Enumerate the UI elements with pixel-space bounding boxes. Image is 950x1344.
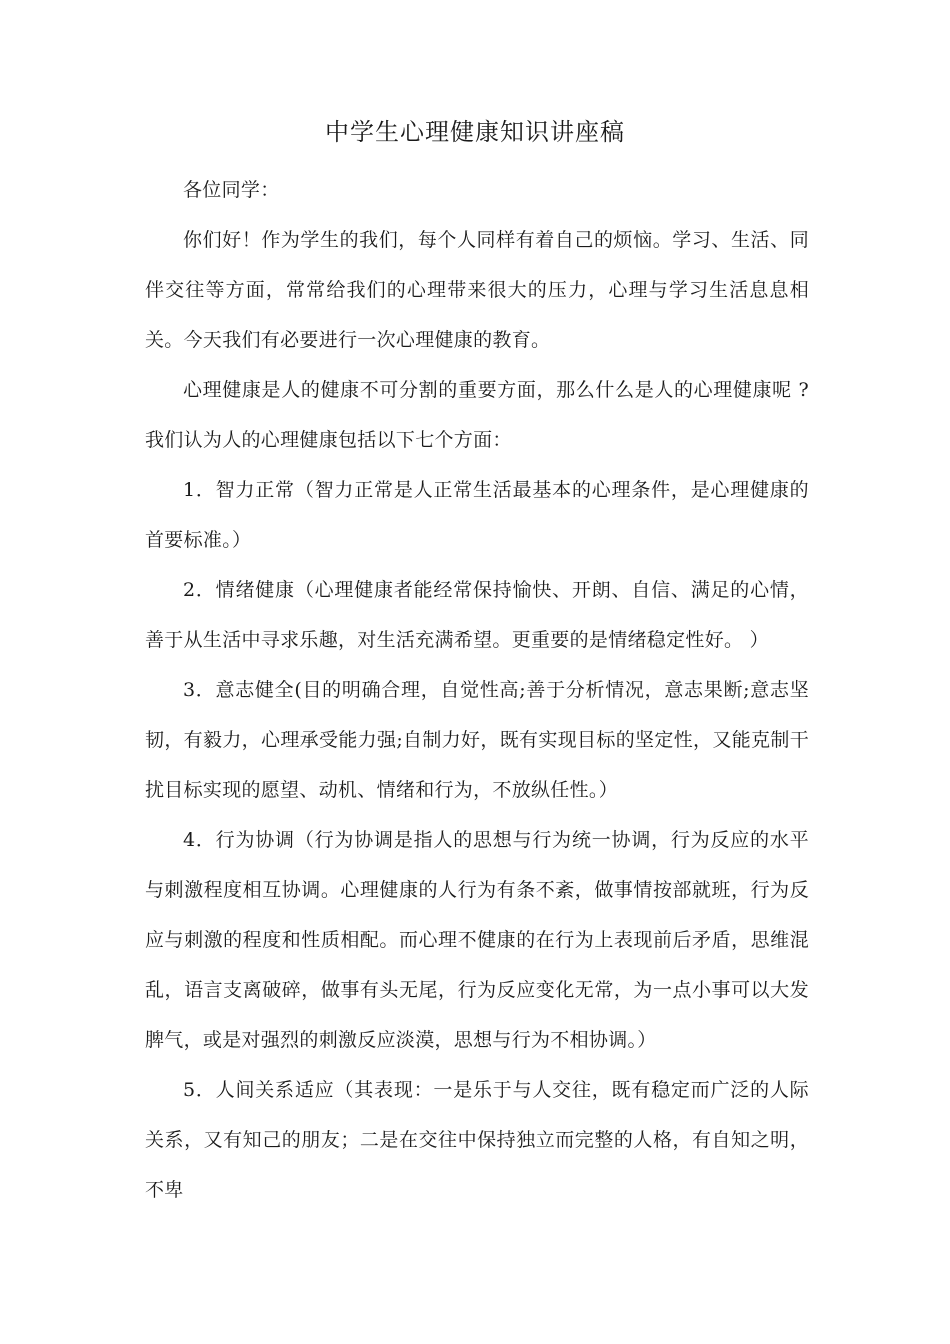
list-item-intelligence: 1．智力正常（智力正常是人正常生活最基本的心理条件，是心理健康的首要标准。）	[145, 479, 809, 551]
intro-paragraph: 你们好！作为学生的我们，每个人同样有着自己的烦恼。学习、生活、同伴交往等方面，常常给我们的心理带来很大的压力，心理与学习生活息息相关。今天我们有必要进行一次心理健康的教育。	[145, 229, 809, 351]
list-item-emotion: 2．情绪健康（心理健康者能经常保持愉快、开朗、自信、满足的心情，善于从生活中寻求乐趣，对生活充满希望。更重要的是情绪稳定性好。 ）	[145, 579, 809, 651]
document-title: 中学生心理健康知识讲座稿	[325, 118, 625, 146]
list-item-behavior: 4．行为协调（行为协调是指人的思想与行为统一协调，行为反应的水平与刺激程度相互协调。心理健康的人行为有条不紊，做事情按部就班，行为反应与刺激的程度和性质相配。而心理不健康的在行为上表现前后矛盾，思维混乱，语言支离破碎，做事有头无尾，行为反应变化无常，为一点小事可以大发脾气，或是对强烈的刺激反应淡漠，思想与行为不相协调。）	[145, 829, 809, 1051]
list-item-relationships: 5．人间关系适应（其表现：一是乐于与人交往，既有稳定而广泛的人际关系，又有知己的朋友；二是在交往中保持独立而完整的人格，有自知之明，不卑	[145, 1079, 809, 1201]
definition-paragraph: 心理健康是人的健康不可分割的重要方面，那么什么是人的心理健康呢 ?我们认为人的心理健康包括以下七个方面：	[145, 379, 809, 451]
list-item-will: 3．意志健全(目的明确合理，自觉性高;善于分析情况，意志果断;意志坚韧，有毅力，心理承受能力强;自制力好，既有实现目标的坚定性，又能克制干扰目标实现的愿望、动机、情绪和行为，不放纵任性。）	[145, 679, 809, 801]
greeting-paragraph: 各位同学：	[183, 179, 280, 201]
document-body	[145, 165, 809, 1215]
